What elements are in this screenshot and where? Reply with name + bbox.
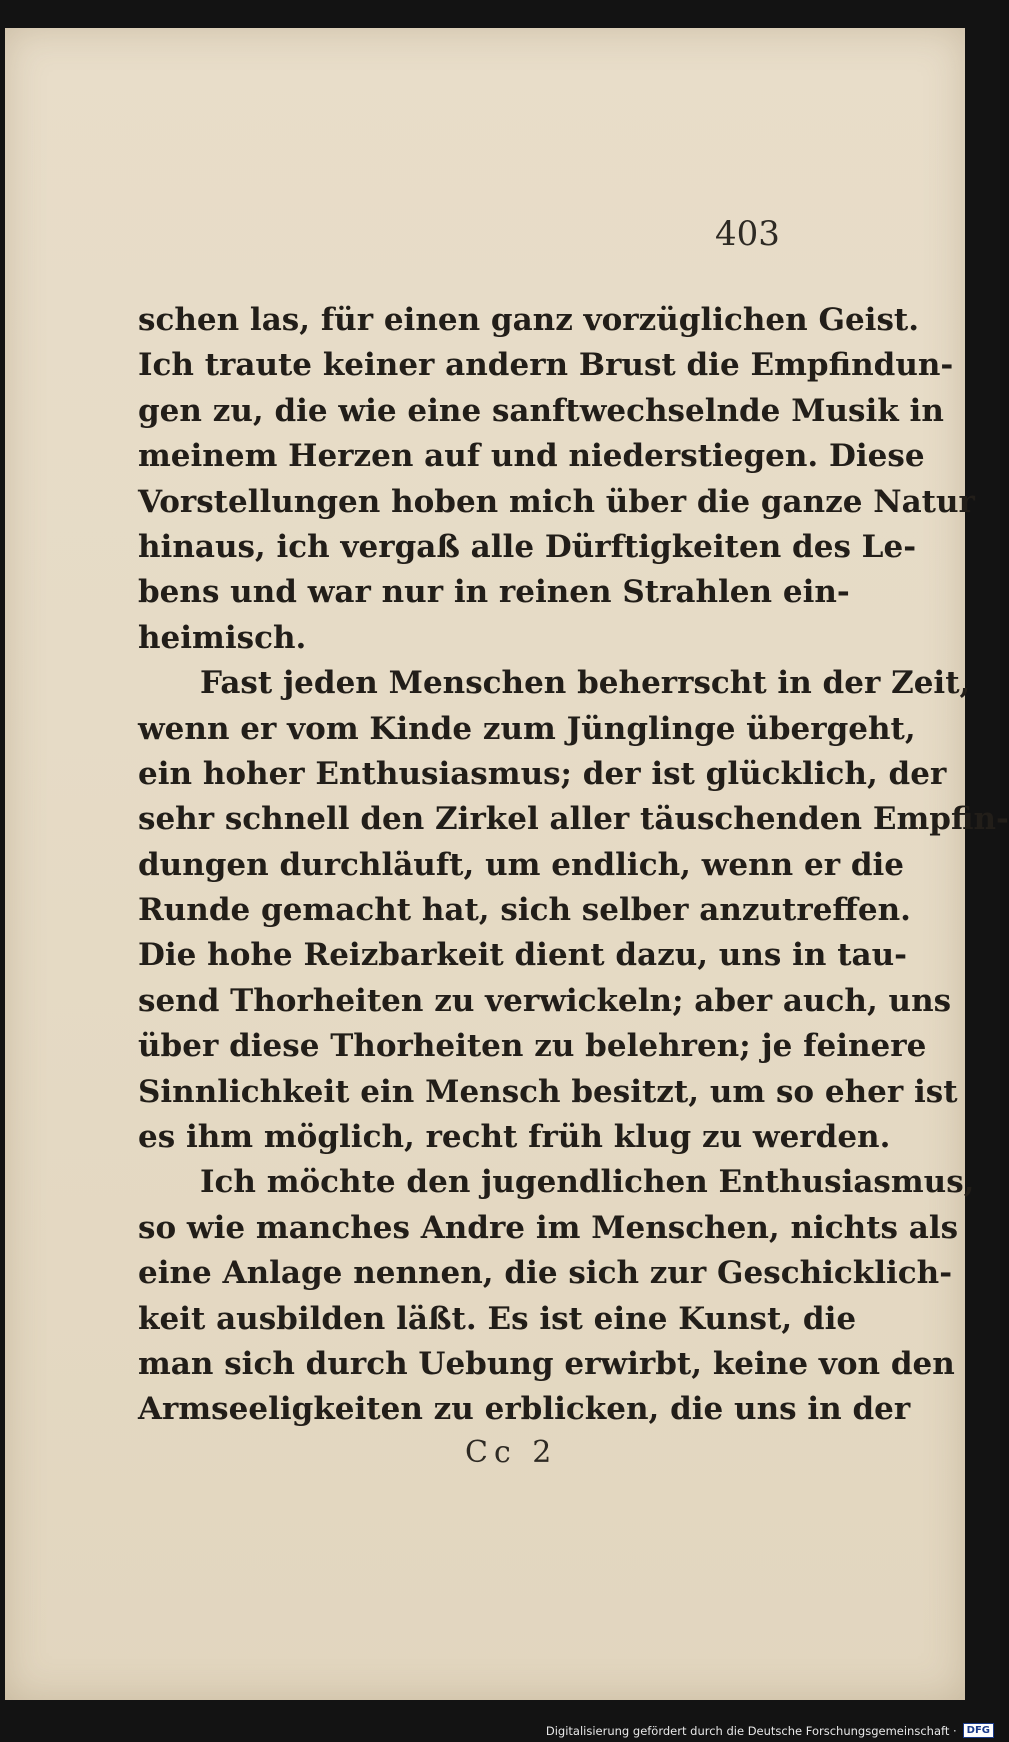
page-number: 403 [715,214,780,254]
text-line: Die hohe Reizbarkeit dient dazu, uns in tau- [138,937,908,974]
text-line: gen zu, die wie eine sanftwechselnde Musik in [138,392,944,429]
credit-text: Digitalisierung gefördert durch die Deutsche Forschungsgemeinschaft · [545,1723,957,1738]
printer-signature: Cc 2 [465,1435,558,1470]
text-line: man sich durch Uebung erwirbt, keine von den [138,1345,955,1382]
text-line: ein hoher Enthusiasmus; der ist glücklich, der [138,755,947,792]
text-line: heimisch. [138,619,307,656]
text-line: wenn er vom Kinde zum Jünglinge übergeht, [138,710,916,747]
text-line: Ich möchte den jugendlichen Enthusiasmus, [200,1164,975,1201]
text-line: es ihm möglich, recht früh klug zu werden. [138,1119,891,1156]
body-text [138,298,1009,1433]
book-page [5,28,1009,1700]
text-line: Ich traute keiner andern Brust die Empfindun- [138,347,954,384]
text-line: Fast jeden Menschen beherrscht in der Zeit, [200,665,971,702]
text-line: Vorstellungen hoben mich über die ganze Natur [138,483,975,520]
text-line: schen las, für einen ganz vorzüglichen Geist. [138,302,920,338]
text-line: eine Anlage nennen, die sich zur Geschicklich- [138,1255,953,1292]
text-line: Runde gemacht hat, sich selber anzutreffen. [138,892,911,929]
text-line: keit ausbilden läßt. Es ist eine Kunst, die [138,1300,857,1337]
text-line: so wie manches Andre im Menschen, nichts als [138,1209,959,1246]
text-line: dungen durchläuft, um endlich, wenn er die [138,846,905,883]
text-line: über diese Thorheiten zu belehren; je feinere [138,1028,927,1065]
digitization-credit [546,1723,994,1738]
text-line: sehr schnell den Zirkel aller täuschenden Empfin- [138,801,1009,838]
text-line: send Thorheiten zu verwickeln; aber auch, uns [138,982,952,1019]
text-line: hinaus, ich vergaß alle Dürftigkeiten des Le- [138,528,917,565]
dfg-logo: DFG [963,1723,994,1738]
text-line: meinem Herzen auf und niederstiegen. Diese [138,438,925,475]
text-line: Sinnlichkeit ein Mensch besitzt, um so eher ist [138,1073,958,1110]
text-line: Armseeligkeiten zu erblicken, die uns in der [138,1391,911,1428]
text-line: bens und war nur in reinen Strahlen ein- [138,574,850,611]
